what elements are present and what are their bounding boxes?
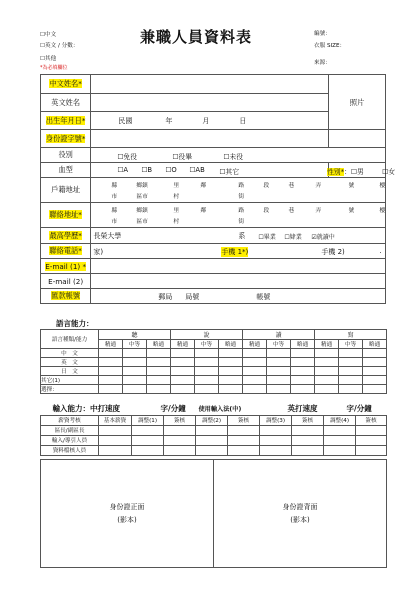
- table-row: [41, 435, 387, 445]
- chinese-name-label: 中文姓名*: [41, 75, 91, 94]
- id-card-front-box: [41, 460, 214, 568]
- email2-field[interactable]: [91, 274, 386, 289]
- english-name-field[interactable]: [91, 94, 329, 112]
- level-check-cell[interactable]: [123, 358, 147, 367]
- level-check-cell[interactable]: [339, 376, 363, 385]
- level-check-cell[interactable]: [267, 349, 291, 358]
- level-check-cell[interactable]: [363, 376, 387, 385]
- level-check-cell[interactable]: [243, 385, 267, 394]
- level-check-cell[interactable]: [291, 376, 315, 385]
- language-type-header: 語言種類/能力: [41, 330, 99, 349]
- table-row: [41, 445, 387, 455]
- level-check-cell[interactable]: [195, 349, 219, 358]
- level-check-cell[interactable]: [267, 385, 291, 394]
- level-check-cell[interactable]: [195, 367, 219, 376]
- salary-cell[interactable]: [324, 425, 356, 435]
- id-card-front-copy: (影本): [117, 515, 137, 524]
- table-row: [41, 385, 387, 394]
- salary-cell[interactable]: [356, 445, 387, 455]
- salary-cell[interactable]: [292, 425, 324, 435]
- level-check-cell[interactable]: [243, 349, 267, 358]
- salary-cell[interactable]: [99, 445, 132, 455]
- level-check-cell[interactable]: [219, 358, 243, 367]
- salary-cell[interactable]: [164, 435, 196, 445]
- skill-writing: 寫: [315, 330, 387, 340]
- language-row-label: 其它(1): [41, 376, 99, 385]
- english-name-label: 英文姓名: [41, 94, 91, 112]
- photo-box-bottom: [329, 130, 386, 148]
- salary-cell[interactable]: [196, 445, 228, 455]
- level-check-cell[interactable]: [171, 349, 195, 358]
- level-check-cell[interactable]: [243, 376, 267, 385]
- level-cell: 精通: [99, 340, 123, 349]
- level-check-cell[interactable]: [147, 385, 171, 394]
- level-check-cell[interactable]: [219, 376, 243, 385]
- salary-cell[interactable]: [356, 435, 387, 445]
- level-check-cell[interactable]: [291, 349, 315, 358]
- level-cell: 略通: [147, 340, 171, 349]
- id-card-back-box: [214, 460, 387, 568]
- salary-col-header: 調整(2): [196, 415, 228, 425]
- level-check-cell[interactable]: [363, 358, 387, 367]
- salary-col-header: 簽核: [292, 415, 324, 425]
- level-check-cell[interactable]: [219, 367, 243, 376]
- gender-field[interactable]: 性別*：☐男 ☐女: [329, 163, 386, 178]
- salary-row-label: 輸入/導引人員: [41, 435, 99, 445]
- level-check-cell[interactable]: [315, 376, 339, 385]
- salary-cell[interactable]: [132, 445, 164, 455]
- level-check-cell[interactable]: [243, 358, 267, 367]
- checkbox-english[interactable]: ☐英文 / 分數：: [40, 43, 79, 49]
- level-check-cell[interactable]: [195, 385, 219, 394]
- contact-address-label: 聯絡地址*: [41, 203, 91, 228]
- level-check-cell[interactable]: [339, 349, 363, 358]
- level-check-cell[interactable]: [195, 376, 219, 385]
- level-check-cell[interactable]: [267, 367, 291, 376]
- level-check-cell[interactable]: [99, 349, 123, 358]
- required-note: *為必填欄位: [40, 65, 68, 71]
- level-check-cell[interactable]: [147, 358, 171, 367]
- level-check-cell[interactable]: [291, 385, 315, 394]
- language-row-label: 選擇：: [41, 385, 99, 394]
- level-check-cell[interactable]: [267, 376, 291, 385]
- level-check-cell[interactable]: [315, 367, 339, 376]
- level-check-cell[interactable]: [315, 349, 339, 358]
- skill-speaking: 說: [171, 330, 243, 340]
- education-label: 最高學歷*: [41, 228, 91, 244]
- salary-col-header: 調整(4): [324, 415, 356, 425]
- language-row-label: 日 文: [41, 367, 99, 376]
- email1-label: E-mail (1) *: [41, 259, 91, 274]
- level-check-cell[interactable]: [219, 349, 243, 358]
- level-check-cell[interactable]: [363, 349, 387, 358]
- level-check-cell[interactable]: [99, 376, 123, 385]
- serial-label: 編號：: [314, 31, 331, 37]
- salary-cell[interactable]: [356, 425, 387, 435]
- level-check-cell[interactable]: [171, 385, 195, 394]
- salary-cell[interactable]: [99, 435, 132, 445]
- salary-col-header: 調整(3): [260, 415, 292, 425]
- email1-field[interactable]: [91, 259, 386, 274]
- military-label: 役別: [41, 148, 91, 163]
- table-row: [41, 349, 387, 358]
- salary-cell[interactable]: [260, 445, 292, 455]
- chinese-name-field[interactable]: [91, 75, 329, 94]
- level-check-cell[interactable]: [123, 376, 147, 385]
- level-cell: 精通: [315, 340, 339, 349]
- gender-label: 性別*: [327, 168, 345, 176]
- size-label: 衣服 SIZE：: [314, 43, 346, 49]
- level-check-cell[interactable]: [339, 367, 363, 376]
- level-check-cell[interactable]: [339, 385, 363, 394]
- id-card-back-copy: (影本): [290, 515, 310, 524]
- contact-address-field[interactable]: 縣 鄉鎮 里 鄰 路 段 巷 弄 號 樓 市 區市 村 街: [91, 203, 386, 228]
- level-check-cell[interactable]: [339, 358, 363, 367]
- salary-col-header: 簽核: [356, 415, 387, 425]
- salary-col-header: 基本薪資: [99, 415, 132, 425]
- typing-salary-table: [40, 402, 387, 456]
- salary-col-header: 簽核: [228, 415, 260, 425]
- salary-cell[interactable]: [292, 435, 324, 445]
- level-check-cell[interactable]: [171, 367, 195, 376]
- salary-row-label: 資料檔核人員: [41, 445, 99, 455]
- household-address-label: 戶籍地址: [41, 178, 91, 203]
- salary-cell[interactable]: [164, 425, 196, 435]
- level-cell: 略通: [219, 340, 243, 349]
- id-card-front-label: 身份證正面: [109, 502, 145, 511]
- level-check-cell[interactable]: [171, 358, 195, 367]
- salary-cell[interactable]: [164, 445, 196, 455]
- level-check-cell[interactable]: [219, 385, 243, 394]
- level-check-cell[interactable]: [243, 367, 267, 376]
- level-cell: 中等: [339, 340, 363, 349]
- salary-cell[interactable]: [228, 445, 260, 455]
- blood-label: 血型: [41, 163, 91, 178]
- level-check-cell[interactable]: [99, 358, 123, 367]
- salary-col-header: 簽核: [164, 415, 196, 425]
- id-number-field[interactable]: [91, 130, 329, 148]
- household-address-field[interactable]: 縣 鄉鎮 里 鄰 路 段 巷 弄 號 樓 市 區市 村 街: [91, 178, 386, 203]
- level-cell: 略通: [363, 340, 387, 349]
- level-check-cell[interactable]: [147, 367, 171, 376]
- level-check-cell[interactable]: [267, 358, 291, 367]
- salary-cell[interactable]: [132, 425, 164, 435]
- phone-field[interactable]: 家) 手機 1*) 手機 2) .: [91, 244, 386, 259]
- military-options[interactable]: ☐免役 ☐役畢 ☐未役: [91, 148, 386, 163]
- table-row: [41, 376, 387, 385]
- level-check-cell[interactable]: [291, 367, 315, 376]
- language-table: [40, 329, 387, 394]
- birthday-label: 出生年月日*: [41, 112, 91, 130]
- level-check-cell[interactable]: [195, 358, 219, 367]
- gender-male[interactable]: ☐男: [350, 168, 364, 176]
- level-cell: 中等: [195, 340, 219, 349]
- salary-cell[interactable]: [324, 445, 356, 455]
- typing-header: 輸入能力：中打速度 字/分鐘 使用輸入法(中) 英打速度 字/分鐘: [41, 402, 387, 415]
- language-row-label: 英 文: [41, 358, 99, 367]
- level-cell: 略通: [291, 340, 315, 349]
- id-card-back-label: 身份證背面: [282, 502, 318, 511]
- email2-label: E-mail (2): [41, 274, 91, 289]
- salary-cell[interactable]: [228, 425, 260, 435]
- source-label: 來源：: [314, 60, 331, 66]
- level-check-cell[interactable]: [123, 385, 147, 394]
- salary-cell[interactable]: [260, 425, 292, 435]
- level-check-cell[interactable]: [363, 385, 387, 394]
- bank-label: 匯款帳號: [41, 289, 91, 304]
- salary-col-header: 調整(1): [132, 415, 164, 425]
- checkbox-other[interactable]: ☐其他: [40, 56, 57, 62]
- level-check-cell[interactable]: [99, 367, 123, 376]
- level-check-cell[interactable]: [291, 358, 315, 367]
- level-check-cell[interactable]: [147, 349, 171, 358]
- level-check-cell[interactable]: [123, 349, 147, 358]
- gender-female[interactable]: ☐女: [382, 168, 396, 176]
- level-check-cell[interactable]: [123, 367, 147, 376]
- salary-cell[interactable]: [196, 435, 228, 445]
- salary-col-header: 薪資考核: [41, 415, 99, 425]
- blood-options[interactable]: ☐A ☐B ☐O ☐AB ☐其它: [91, 163, 329, 178]
- language-section-title: 語言能力：: [56, 319, 94, 328]
- salary-cell[interactable]: [324, 435, 356, 445]
- table-row: [41, 367, 387, 376]
- salary-cell[interactable]: [260, 435, 292, 445]
- level-cell: 中等: [267, 340, 291, 349]
- id-card-table: [40, 459, 387, 568]
- salary-cell[interactable]: [292, 445, 324, 455]
- level-check-cell[interactable]: [171, 376, 195, 385]
- level-cell: 精通: [243, 340, 267, 349]
- skill-listening: 聽: [99, 330, 171, 340]
- photo-box: 照片: [329, 75, 386, 130]
- id-number-label: 身份證字號*: [41, 130, 91, 148]
- salary-cell[interactable]: [196, 425, 228, 435]
- language-row-label: 中 文: [41, 349, 99, 358]
- page-title: 兼職人員資料表: [140, 28, 253, 46]
- bank-field[interactable]: 郵局 局號 帳號: [91, 289, 386, 304]
- education-field[interactable]: 長榮大學 系 ☐畢業 ☐肄業 ☑就讀中: [91, 228, 386, 244]
- salary-row-label: 區長/副區長: [41, 425, 99, 435]
- checkbox-chinese[interactable]: ☐中文: [40, 32, 57, 38]
- level-check-cell[interactable]: [363, 367, 387, 376]
- level-check-cell[interactable]: [99, 385, 123, 394]
- salary-cell[interactable]: [228, 435, 260, 445]
- level-check-cell[interactable]: [147, 376, 171, 385]
- table-row: [41, 425, 387, 435]
- phone-label: 聯絡電話*: [41, 244, 91, 259]
- skill-reading: 讀: [243, 330, 315, 340]
- birthday-field[interactable]: 民國 年 月 日: [91, 112, 329, 130]
- level-check-cell[interactable]: [315, 358, 339, 367]
- table-row: [41, 358, 387, 367]
- level-check-cell[interactable]: [315, 385, 339, 394]
- level-cell: 中等: [123, 340, 147, 349]
- level-cell: 精通: [171, 340, 195, 349]
- salary-cell[interactable]: [99, 425, 132, 435]
- basic-info-table: [40, 74, 396, 304]
- salary-cell[interactable]: [132, 435, 164, 445]
